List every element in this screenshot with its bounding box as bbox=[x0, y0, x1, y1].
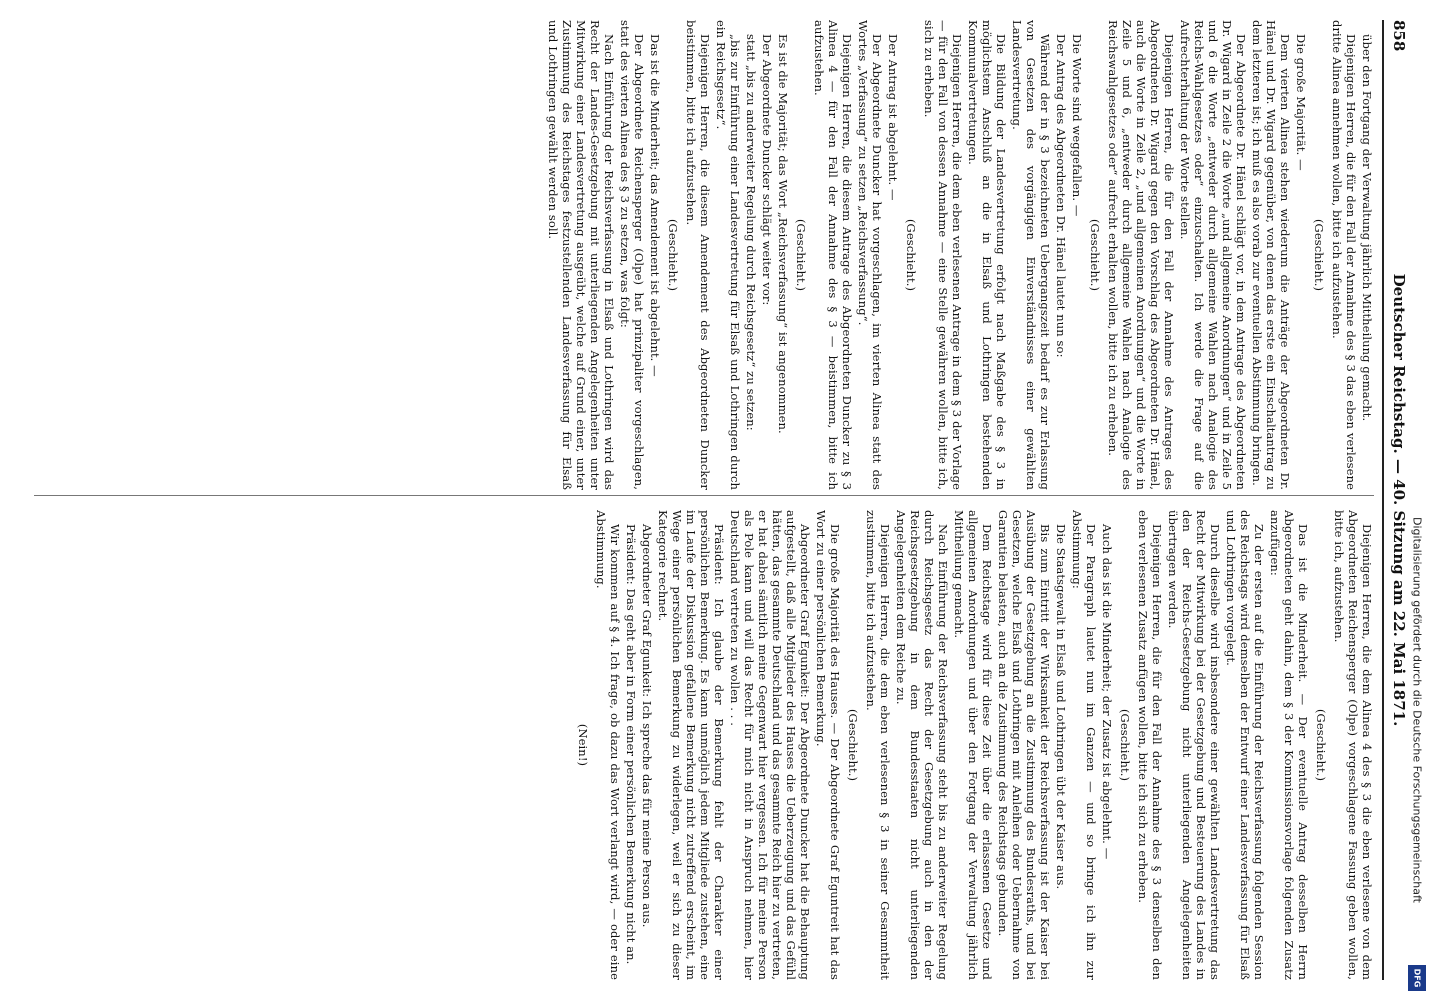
paragraph: statt „bis zu anderweiter Regelung durch Reichsgesetz“ zu setzen: bbox=[744, 34, 758, 431]
paragraph: Diejenigen Herren, die diesem Antrage des Abgeordneten Duncker zu § 3 Alinea 4 — für den Fall der Annahme des § 3 — beistimmen, bitte ich aufzustehen. bbox=[812, 20, 854, 490]
paragraph: Der Antrag des Abgeordneten Dr. Hänel lautet nun so: bbox=[1054, 34, 1068, 358]
paragraph: Der Abgeordnete Duncker schlägt weiter vor: bbox=[760, 34, 774, 306]
paragraph: Auch das ist die Minderheit; der Zusatz ist abgelehnt. — bbox=[1100, 524, 1114, 860]
paragraph: Die Bildung der Landesvertretung erfolgt nach Maßgabe des § 3 in möglichstem Anschluß an die in Elsaß und Lothringen bestehenden Kommunalvertretungen. bbox=[966, 20, 1008, 490]
paragraph: Diejenigen Herren, die für den Fall der Annahme des Antrages des Abgeordneten Dr. Wigard gegen den Vorschlag des Abgeordneten Dr. Hänel, auch die Worte in Zeile 2, „und allgemeinen Anordnungen“ und die Worte in Zeile 5 und 6, „entweder durch allgemeine Wahlen nach Analogie des Reichswahlgesetzes oder“ aufrecht erhalten wollen, bitte ich zu erheben. bbox=[1106, 20, 1176, 490]
paragraph: Zu der ersten auf die Einführung der Reichsverfassung folgenden Session des Reichstags wird demselben der Entwurf einer Landesverfassung für Elsaß und Lothringen vorgelegt. bbox=[1224, 510, 1266, 980]
paragraph: Wir kommen auf § 4. Ich frage, ob dazu das Wort verlangt wird, — oder eine Abstimmung. bbox=[594, 510, 622, 980]
procedural-note: (Geschieht.) bbox=[666, 218, 680, 292]
right-column bbox=[34, 510, 1374, 980]
paragraph: Durch dieselbe wird insbesondere einer gewählten Landesvertretung das Recht der Mitwirkung bei der Gesetzgebung und Besteuerung des Landes in den der Reichs-Gesetzgebung nicht unterliegenden Angelegenheiten übertragen werden. bbox=[1166, 510, 1222, 980]
procedural-note: (Geschieht.) bbox=[1088, 218, 1102, 292]
header-rule bbox=[1382, 20, 1384, 980]
paragraph: Diejenigen Herren, die für den Fall der Annahme des § 3 das eben verlesene dritte Alinea annehmen wollen, bitte ich aufzustehen. bbox=[1330, 20, 1358, 490]
paragraph: Präsident: Ich glaube der Bemerkung fehlt der Charakter einer persönlichen Bemerkung. Es kann unmöglich jedem Mitgliede zustehen, eine im Laufe der Diskussion gefallene Bemerkung nicht zutreffend erscheint, im Wege einer persönlichen Bemerkung zu widerlegen, weil er sich zu dieser Kategorie rechnet. bbox=[656, 510, 726, 980]
paragraph: Der Abgeordnete Duncker hat vorgeschlagen, im vierten Alinea statt des Wortes „Verfassung“ zu setzen „Reichsverfassung“. bbox=[856, 20, 884, 490]
paragraph: Dem vierten Alinea stehen wiederum die Anträge der Abgeordneten Dr. Hänel und Dr. Wigard gegenüber, von denen das erste ein Einschaltantrag zu dem letzteren ist; ich muß es also vorab zur eventuellen Abstimmung bringen. bbox=[1250, 20, 1292, 490]
paragraph: Dem Reichstage wird für diese Zeit über die erlassenen Gesetze und allgemeinen Anordnungen und über den Fortgang der Verwaltung jährlich Mittheilung gemacht. bbox=[952, 510, 994, 980]
paragraph: Präsident: Das geht aber in Form einer persönlichen Bemerkung nicht an. bbox=[624, 524, 638, 965]
procedural-note: (Geschieht.) bbox=[904, 218, 918, 292]
page-header bbox=[1388, 20, 1408, 980]
paragraph: Diejenigen Herren, die dem eben verlesenen § 3 in seiner Gesammtheit zustimmen, bitte ich aufzustehen. bbox=[864, 510, 892, 980]
procedural-note: (Geschieht.) bbox=[1314, 708, 1328, 782]
paragraph: Der Abgeordnete Dr. Hänel schlägt vor, in dem Antrage des Abgeordneten Dr. Wigard in Zeile 2 die Worte „und allgemeine Anordnungen“ und in Zeile 5 und 6 die Worte „entweder durch allgemeine Wahlen nach Analogie des Reichs-Wahlgesetzes oder“ einzuschalten. Ich werde die Frage auf die Aufrechterhaltung der Worte stellen. bbox=[1178, 20, 1248, 490]
paragraph: Die Worte sind weggefallen. — bbox=[1070, 34, 1084, 217]
paragraph: Das ist die Minderheit; das Amendement ist abgelehnt. — bbox=[648, 34, 662, 377]
paragraph: Diejenigen Herren, die dem Alinea 4 des § 3 die eben verlesene von dem Abgeordneten Reichensperger (Olpe) vorgeschlagene Fassung geben wollen, bitte ich, aufzustehen. bbox=[1332, 510, 1374, 980]
paragraph: Die Staatsgewalt in Elsaß und Lothringen übt der Kaiser aus. bbox=[1054, 524, 1068, 890]
procedural-note: (Geschieht.) bbox=[846, 708, 860, 782]
paragraph: Der Antrag ist abgelehnt. — bbox=[886, 34, 900, 201]
paragraph: „bis zur Einführung einer Landesvertretung für Elsaß und Lothringen durch ein Reichsgesetz“. bbox=[714, 20, 742, 490]
paragraph: Diejenigen Herren, die diesem Amendement des Abgeordneten Duncker beistimmen, bitte ich aufzustehen. bbox=[684, 20, 712, 490]
procedural-note: (Nein!) bbox=[576, 723, 590, 767]
procedural-note: (Geschieht.) bbox=[794, 218, 808, 292]
dfg-logo-text: DFG bbox=[1412, 968, 1422, 988]
paragraph: Nach Einführung der Reichsverfassung steht bis zu anderweiter Regelung durch Reichsgesetz das Recht der Gesetzgebung auch in den der Reichsgesetzgebung in dem Bundesstaaten nicht unterliegenden Angelegenheiten dem Reiche zu. bbox=[894, 510, 950, 980]
paragraph: Nach Einführung der Reichsverfassung in Elsaß und Lothringen wird das Recht der Landes-Gesetzgebung mit unterliegenden Angelegenheiten unter Mitwirkung einer Landesvertretung ausgeübt, welche auf Grund einer, unter Zustimmung des Reichstages festzustellenden Landesverfassung für Elsaß und Lothringen gewählt werden soll. bbox=[546, 20, 616, 490]
paragraph: Der Abgeordnete Reichensperger (Olpe) hat prinzipaliter vorgeschlagen, statt des vierten Alinea des § 3 zu setzen, was folgt: bbox=[618, 20, 646, 490]
paragraph: Die große Majorität. — bbox=[1294, 34, 1308, 171]
paragraph: Diejenigen Herren, die dem eben verlesenen Antrage in dem § 3 der Vorlage — für den Fall von dessen Annahme — eine Stelle gewähren wollen, bitte ich, sich zu erheben. bbox=[922, 20, 964, 490]
paragraph: über den Fortgang der Verwaltung jährlich Mittheilung gemacht. bbox=[1360, 34, 1374, 422]
paragraph: Bis zum Eintritt der Wirksamkeit der Reichsverfassung ist der Kaiser bei Ausübung der Gesetzgebung an die Zustimmung des Bundesraths, und bei Gesetzen, welche Elsaß und Lothringen mit Anleihen oder Uebernahme von Garantien belasten, auch an die Zustimmung des Reichstags gebunden. bbox=[996, 510, 1052, 980]
paragraph: Das ist die Minderheit. — Der eventuelle Antrag desselben Herrn Abgeordneten geht dahin, dem § 3 der Kommissionsvorlage folgenden Zusatz anzufügen: bbox=[1268, 510, 1310, 980]
digitization-note-text: Digitalisierung gefördert durch die Deutsche Forschungsgemeinschaft bbox=[1410, 517, 1424, 903]
page-title: Deutscher Reichstag. — 40. Sitzung am 22. Mai 1871. bbox=[1390, 273, 1408, 727]
paragraph: Abgeordneter Graf Egunkeit: Ich spreche das für meine Person aus. bbox=[640, 524, 654, 928]
paragraph: Diejenigen Herren, die für den Fall der Annahme des § 3 denselben den eben verlesenen Zusatz anfügen wollen, bitte ich sich zu erheben. bbox=[1136, 510, 1164, 980]
dfg-logo bbox=[1408, 965, 1426, 991]
digitization-note bbox=[1408, 430, 1426, 990]
paragraph: Die große Majorität des Hauses. — Der Abgeordnete Graf Eguntreit hat das Wort zu einer persönlichen Bemerkung. bbox=[814, 510, 842, 980]
column-divider bbox=[34, 495, 1374, 496]
paragraph: Der Paragraph lautet nun im Ganzen — und so bringe ich ihn zur Abstimmung: bbox=[1070, 510, 1098, 980]
paragraph: Während der in § 3 bezeichneten Uebergangszeit bedarf es zur Erlassung von Gesetzen des vorgängigen Einverständnisses einer gewählten Landesvertretung. bbox=[1010, 20, 1052, 490]
page-number: 858 bbox=[1390, 20, 1408, 52]
left-column bbox=[34, 20, 1374, 490]
procedural-note: (Geschieht.) bbox=[1312, 218, 1326, 292]
paragraph: Es ist die Majorität; das Wort „Reichsverfassung“ ist angenommen. bbox=[776, 34, 790, 434]
paragraph: Abgeordneter Graf Egunkeit: Der Abgeordnete Duncker hat die Behauptung aufgestellt, daß alle Mitglieder des Hauses die Ueberzeugung und das Gefühl hätten, das gesammte Deutschland und das gesammte Reich hier zu vertreten, er hat dabei sämtlich meine Gegenwart hier vergessen. Ich für meine Person als Pole kann und will das Recht für mich nicht in Anspruch nehmen, hier Deutschland vertreten zu wollen . . . bbox=[728, 510, 812, 980]
procedural-note: (Geschieht.) bbox=[1118, 708, 1132, 782]
